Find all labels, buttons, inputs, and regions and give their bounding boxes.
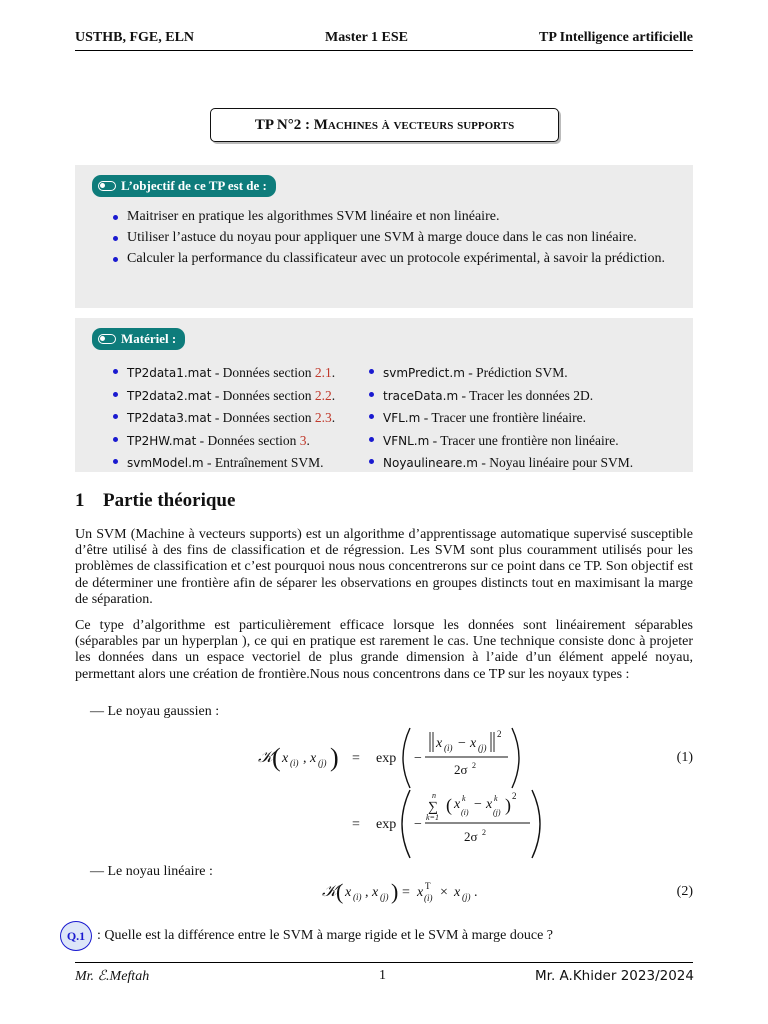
svg-text:(j): (j) — [380, 892, 389, 902]
header-rule — [75, 50, 693, 51]
svg-text:×: × — [440, 885, 448, 900]
header-left: USTHB, FGE, ELN — [75, 30, 195, 45]
svg-text:−: − — [474, 797, 482, 812]
file-desc: - Tracer une frontière linéaire. — [420, 410, 586, 425]
svg-text:.: . — [474, 885, 478, 900]
svg-text:x: x — [486, 797, 493, 812]
file-name: traceData.m — [383, 388, 459, 403]
list-item — [113, 407, 335, 430]
file-name: VFNL.m — [383, 433, 430, 448]
linear-kernel-equation — [318, 876, 508, 908]
svg-text:−: − — [414, 817, 422, 832]
svg-text:(: ( — [272, 743, 281, 772]
svg-text:∑: ∑ — [428, 800, 438, 815]
list-item — [113, 362, 335, 385]
svg-text:x: x — [372, 885, 379, 900]
list-item — [369, 407, 633, 430]
svg-text:x: x — [345, 885, 352, 900]
list-item — [369, 362, 633, 385]
svg-text:x: x — [454, 797, 461, 812]
svg-text:,: , — [365, 885, 369, 900]
question-text: : Quelle est la différence entre le SVM à marge rigide et le SVM à marge douce ? — [97, 928, 553, 943]
svg-text:𝒦: 𝒦 — [322, 883, 337, 900]
svg-text:(: ( — [446, 795, 452, 815]
svg-text:2: 2 — [512, 791, 517, 801]
svg-text:(: ( — [336, 879, 344, 904]
file-desc-end: . — [331, 387, 336, 403]
svg-text:k: k — [462, 794, 466, 803]
file-desc: - Données section — [196, 432, 300, 448]
file-desc: - Prédiction SVM. — [464, 365, 568, 380]
section-ref[interactable]: 2.1 — [314, 365, 332, 380]
svg-text:−: − — [458, 736, 466, 751]
file-desc: - Données section — [211, 410, 315, 425]
svg-text:): ) — [330, 743, 339, 772]
title-prefix: TP N°2 : — [254, 116, 314, 133]
svg-text:x: x — [454, 885, 461, 900]
file-name: svmModel.m — [127, 456, 204, 470]
toggle-icon — [98, 181, 116, 191]
svg-text:𝒦: 𝒦 — [258, 749, 273, 766]
section-ref[interactable]: 3 — [299, 432, 307, 448]
sigma-label: 2σ — [464, 829, 478, 844]
file-name: Noyaulineare.m — [383, 456, 478, 470]
list-item — [369, 385, 633, 408]
section-ref[interactable]: 2.3 — [314, 410, 332, 425]
paragraph-1: Un SVM (Machine à vecteurs supports) est un algorithme d’apprentissage automatique supervisé susceptible d’être utilisé à des fins de classification et de régression. Les SVM sont plus couramment utilisés pour les problèmes de classification et c’est pourquoi nous nous concentrerons sur ce point dans ce TP. Son objectif est de déterminer une frontière afin de séparer les observations en groupes distincts tout en maximisant la marge de séparation. — [75, 527, 693, 607]
list-item — [369, 430, 633, 453]
svg-text:x: x — [436, 736, 443, 751]
material-list-left — [113, 362, 335, 475]
svg-text:−: − — [414, 751, 422, 766]
section-number: 1 — [75, 490, 85, 511]
equation-number-1: (1) — [676, 750, 693, 765]
svg-text:(j): (j) — [462, 892, 471, 902]
svg-text:(i): (i) — [444, 743, 453, 753]
svg-text:x: x — [470, 736, 477, 751]
toggle-icon — [98, 334, 116, 344]
material-tag-label: Matériel : — [121, 331, 177, 346]
file-desc-end: . — [331, 365, 336, 380]
section-ref[interactable]: 2.2 — [314, 387, 332, 403]
equation-number-2: (2) — [676, 884, 693, 899]
file-name: svmPredict.m — [383, 366, 465, 380]
svg-text:2: 2 — [472, 761, 476, 770]
objective-panel — [75, 165, 693, 308]
svg-text:k=1: k=1 — [426, 813, 439, 822]
equals-sign: = — [352, 751, 360, 766]
svg-text:x: x — [417, 885, 424, 900]
file-name: VFL.m — [383, 411, 421, 425]
header-center: Master 1 ESE — [325, 30, 409, 45]
svg-text:x: x — [282, 751, 289, 766]
svg-text:(i): (i) — [353, 892, 362, 902]
svg-text:): ) — [505, 795, 511, 815]
tp-title — [210, 108, 559, 142]
header-right: TP Intelligence artificielle — [539, 30, 693, 45]
exp-label: exp — [376, 751, 397, 766]
footer-left: Mr. ℰ.Meftah — [75, 969, 150, 984]
file-name: TP2data2.mat — [127, 388, 212, 403]
svg-text:,: , — [303, 751, 307, 766]
list-item: Calculer la performance du classificateur avec un protocole expérimental, à savoir la prédiction. — [113, 250, 673, 267]
file-desc-end: . — [331, 410, 336, 425]
title-main: Machines à vecteurs supports — [313, 116, 515, 133]
svg-text:): ) — [391, 879, 399, 904]
svg-text:k: k — [494, 794, 498, 803]
file-name: TP2data1.mat — [127, 366, 212, 380]
file-name: TP2HW.mat — [127, 433, 197, 448]
svg-text:T: T — [425, 881, 431, 891]
svg-text:n: n — [432, 791, 436, 800]
file-desc: - Tracer une frontière non linéaire. — [429, 432, 619, 448]
svg-text:(i): (i) — [424, 893, 433, 903]
section-heading — [75, 490, 235, 512]
list-item: Utiliser l’astuce du noyau pour appliquer une SVM à marge douce dans le cas non linéaire. — [113, 229, 673, 246]
objective-tag-label: L’objectif de ce TP est de : — [121, 178, 267, 193]
file-name: TP2data3.mat — [127, 411, 212, 425]
objective-list — [113, 208, 673, 271]
svg-text:(j): (j) — [318, 758, 327, 768]
svg-text:(i): (i) — [290, 758, 299, 768]
question-badge: Q.1 — [60, 921, 92, 951]
svg-text:2: 2 — [497, 729, 502, 739]
svg-text:(j): (j) — [493, 808, 501, 817]
gaussian-kernel-label: — Le noyau gaussien : — [90, 704, 220, 719]
svg-text:(i): (i) — [461, 808, 469, 817]
svg-text:2: 2 — [482, 828, 486, 837]
file-desc-end: . — [306, 432, 310, 448]
file-desc: - Entraînement SVM. — [203, 455, 324, 470]
page-number: 1 — [379, 968, 386, 983]
linear-kernel-label: — Le noyau linéaire : — [90, 864, 213, 879]
svg-text:(j): (j) — [478, 743, 487, 753]
file-desc: - Tracer les données 2D. — [458, 387, 594, 403]
file-desc: - Noyau linéaire pour SVM. — [477, 455, 634, 470]
svg-text:x: x — [310, 751, 317, 766]
objective-tag — [92, 175, 276, 197]
section-title: Partie théorique — [103, 490, 236, 511]
list-item: Maitriser en pratique les algorithmes SVM linéaire et non linéaire. — [113, 208, 673, 225]
svg-text:=: = — [402, 885, 410, 900]
exp-label: exp — [376, 817, 397, 832]
gaussian-kernel-equation — [250, 724, 550, 864]
list-item — [113, 452, 335, 475]
list-item — [369, 452, 633, 475]
page-header — [75, 30, 693, 50]
file-desc: - Données section — [211, 387, 315, 403]
paragraph-2: Ce type d’algorithme est particulièrement efficace lorsque les données sont linéairement séparables (séparables par un hyperplan ), ce qui en pratique est rarement le cas. Une technique consiste donc à projeter les données dans un espace vectoriel de plus grande dimension à l’aide d’un élément appelé noyau, permettant alors une création de frontière.Nous nous concentrons dans ce TP sur les noyaux types : — [75, 618, 693, 682]
material-list-right — [369, 362, 633, 475]
file-desc: - Données section — [211, 365, 315, 380]
material-panel — [75, 318, 693, 472]
list-item — [113, 385, 335, 408]
list-item — [113, 430, 335, 453]
material-tag — [92, 328, 185, 350]
footer-right: Mr. A.Khider 2023/2024 — [535, 968, 694, 984]
footer-rule — [75, 962, 693, 963]
equals-sign: = — [352, 817, 360, 832]
sigma-label: 2σ — [454, 762, 468, 777]
